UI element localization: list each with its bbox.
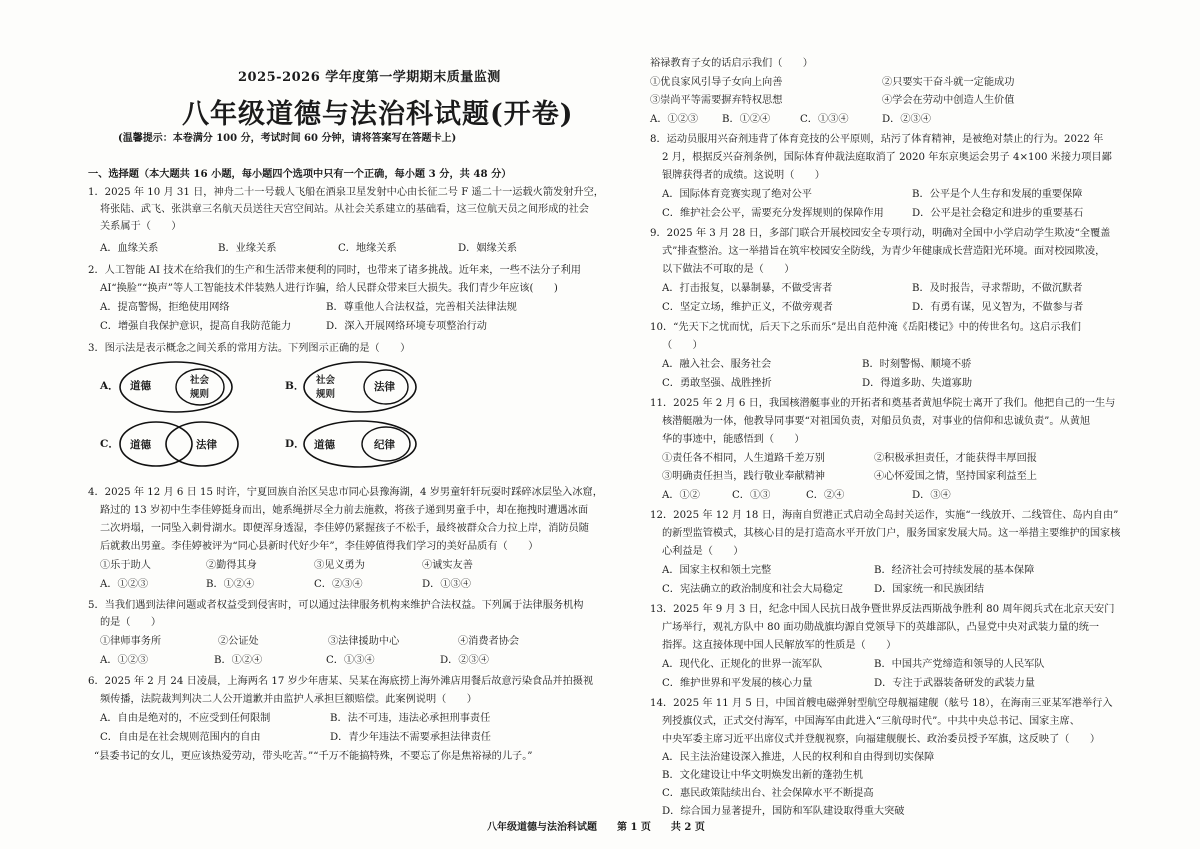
q5-option-a: A．①②③ <box>100 655 149 666</box>
q5-line: 5．当我们遇到法律问题或者权益受到侵害时，可以通过法律服务机构来维护合法权益。下列属于法律服务机构 <box>88 600 584 611</box>
q3-diagram-a <box>116 358 256 416</box>
q4-line: 4．2025 年 12 月 6 日 15 时许，宁夏回族自治区吴忠市同心县豫海湖，4 岁男童轩轩玩耍时踩碎冰层坠入冰窟， <box>88 487 603 498</box>
page-footer: 八年级道德与法治科试题 第 1 页 共 2 页 <box>487 822 705 833</box>
q11-option-a: A．①② <box>662 490 700 501</box>
q4-option-a: A．①②③ <box>100 579 149 590</box>
q9-option-c: C．坚定立场，维护正义，不做旁观者 <box>662 302 833 313</box>
q8-option-a: A．国际体育竞赛实现了绝对公平 <box>662 189 812 200</box>
q4-line: 路过的 13 岁初中生李佳婷挺身而出，她系绳拼尽全力前去施救，将孩子递到男童手中，却在拖拽时遭遇冰面 <box>100 505 589 516</box>
q1-option-a: A．血缘关系 <box>100 243 159 254</box>
q3-option-d-letter: D． <box>285 438 305 450</box>
q3-a-inner-label: 社会 <box>190 375 210 386</box>
q2-line: AI“换脸”“换声”等人工智能技术伴装熟人进行诈骗，给人民群众带来巨大损失。我们青少年应该( ) <box>100 283 558 294</box>
q11-item: ③明确责任担当，践行敬业奉献精神 <box>662 471 825 482</box>
q1-option-b: B．业缘关系 <box>218 243 277 254</box>
q11-line: 11．2025 年 2 月 6 日，我国核潜艇事业的开拓者和奠基者黄旭华院士离开了我们。他把自己的一生与 <box>650 398 1116 409</box>
q4-line: 二次坍塌，一同坠入刺骨湖水。即便浑身透湿，李佳婷仍紧握孩子不松手，最终被群众合力拉上岸，消防员随 <box>100 523 589 534</box>
q5-item: ③法律援助中心 <box>328 636 400 647</box>
q5-option-d: D．②③④ <box>440 655 489 666</box>
q12-option-c: C．宪法确立的政治制度和社会大局稳定 <box>662 584 843 595</box>
q7-option-c: C．①③④ <box>800 114 849 125</box>
q12-line: 的新型监管模式，其核心目的是打造高水平开放门户，服务国家发展大局。这一举措主要维护的国家核 <box>662 528 1121 539</box>
q3-c-right-label: 法律 <box>196 439 217 451</box>
q2-option-c: C．增强自我保护意识，提高自我防范能力 <box>100 321 292 332</box>
q8-line: 银牌获得者的成绩。这说明（ ） <box>662 170 825 181</box>
q1-option-c: C．地缘关系 <box>338 243 397 254</box>
q13-option-d: D．专注于武器装备研发的武装力量 <box>874 678 1035 689</box>
q3-option-c-letter: C． <box>100 438 119 450</box>
q2-option-a: A．提高警惕，拒绝使用网络 <box>100 302 230 313</box>
q10-option-c: C．勇敢坚强、战胜挫折 <box>662 378 772 389</box>
q1-line: 1．2025 年 10 月 31 日，神舟二十一号载人飞船在酒泉卫星发射中心由长征二号 F 遥二十一运载火箭发射升空， <box>88 187 604 198</box>
q9-option-a: A．打击报复，以暴制暴，不做受害者 <box>662 283 833 294</box>
q3-line: 3．图示法是表示概念之间关系的常用方法。下列图示正确的是（ ） <box>88 343 411 354</box>
q3-diagram-b <box>300 358 440 416</box>
section-heading: 一、选择题（本大题共 16 小题，每小题四个选项中只有一个正确，每小题 3 分，共 48 分） <box>88 168 512 180</box>
q7-option-d: D．②③④ <box>882 114 931 125</box>
q1-line: 关系属于（ ） <box>100 221 182 232</box>
q3-option-a-letter: A． <box>100 380 119 392</box>
q3-b-outer-label: 社会 <box>316 375 336 386</box>
q7-option-a: A．①②③ <box>650 114 699 125</box>
q3-a-inner-label: 规则 <box>190 389 210 400</box>
q8-option-c: C．维护社会公平，需要充分发挥规则的保障作用 <box>662 208 884 219</box>
q9-line: 以下做法不可取的是（ ） <box>662 264 795 275</box>
q11-option-d: D．③④ <box>912 490 951 501</box>
q10-line: 10．“先天下之忧而忧，后天下之乐而乐”是出自范仲淹《岳阳楼记》中的传世名句。这启示我们 <box>650 322 1081 333</box>
q3-d-outer-label: 道德 <box>314 439 335 451</box>
q9-option-b: B．及时报告，寻求帮助，不做沉默者 <box>912 283 1083 294</box>
q14-option-b: B．文化建设让中华文明焕发出新的蓬勃生机 <box>662 770 864 781</box>
q11-option-c: C．②④ <box>806 490 845 501</box>
q7-line: 裕禄教育子女的话启示我们（ ） <box>650 58 813 69</box>
q4-item: ②勤得其身 <box>206 560 257 571</box>
q3-b-outer-label: 规则 <box>316 389 336 400</box>
q9-line: 式”排查整治。这一举措旨在筑牢校园安全防线，为青少年健康成长营造阳光环境。面对校园欺凌， <box>662 246 1106 257</box>
exam-subject-title: 八年级道德与法治科试题(开卷) <box>182 99 574 130</box>
q14-option-d: D．综合国力显著提升，国防和军队建设取得重大突破 <box>662 806 905 817</box>
q11-item: ④心怀爱国之情，坚持国家利益至上 <box>874 471 1037 482</box>
q8-line: 8．运动员服用兴奋剂违背了体育竞技的公平原则，玷污了体育精神，是被绝对禁止的行为。2022 年 <box>650 134 1104 145</box>
q12-line: 心利益是（ ） <box>662 546 744 557</box>
q10-option-a: A．融入社会、服务社会 <box>662 359 772 370</box>
q2-option-b: B．尊重他人合法权益，完善相关法律法规 <box>326 302 517 313</box>
q3-a-outer-label: 道德 <box>130 380 151 392</box>
q13-line: 13．2025 年 9 月 3 日，纪念中国人民抗日战争暨世界反法西斯战争胜利 80 周年阅兵式在北京天安门 <box>650 604 1115 615</box>
q3-b-inner-label: 法律 <box>374 381 395 393</box>
q7-item: ②只要实干奋斗就一定能成功 <box>882 77 1015 88</box>
q8-option-b: B．公平是个人生存和发展的重要保障 <box>912 189 1083 200</box>
q12-line: 12．2025 年 12 月 18 日，海南自贸港正式启动全岛封关运作，实施“一线放开、二线管住、岛内自由” <box>650 510 1119 521</box>
q11-line: 华的事迹中，能感悟到（ ） <box>662 434 805 445</box>
q1-line: 将张陆、武飞、张洪章三名航天员送往天宫空间站。从社会关系建立的基础看，这三位航天员之间形成的社会 <box>100 204 589 215</box>
q14-option-c: C．惠民政策陆续出台、社会保障水平不断提高 <box>662 788 874 799</box>
q6-line: 频传播，法院裁判判决二人公开道歉并由监护人承担巨额赔偿。此案例说明（ ） <box>100 694 477 705</box>
q6-option-d: D．青少年违法不需要承担法律责任 <box>330 732 491 743</box>
q10-option-b: B．时刻警惕、顺境不骄 <box>862 359 972 370</box>
q12-option-a: A．国家主权和领土完整 <box>662 565 772 576</box>
q13-line: 广场举行，观礼方队中 80 面功勋战旗均源自党领导下的英雄部队，凸显党中央对武装力量的统一 <box>662 622 1100 633</box>
q11-item: ①责任各不相同，人生道路千差万别 <box>662 453 825 464</box>
q8-option-d: D．公平是社会稳定和进步的重要基石 <box>912 208 1084 219</box>
q7-option-b: B．①②④ <box>722 114 771 125</box>
q1-option-d: D．姻缘关系 <box>458 243 518 254</box>
q4-option-c: C．②③④ <box>314 579 363 590</box>
q5-item: ①律师事务所 <box>100 636 162 647</box>
q6-option-c: C．自由是在社会规则范围内的自由 <box>100 732 261 743</box>
q4-option-d: D．①③④ <box>422 579 471 590</box>
q14-line: 14．2025 年 11 月 5 日，中国首艘电磁弹射型航空母舰福建舰（舷号 18），在海南三亚某军港举行入 <box>650 698 1113 709</box>
q10-option-d: D．得道多助、失道寡助 <box>862 378 973 389</box>
q5-line: 的是（ ） <box>100 617 162 628</box>
q4-item: ③见义勇为 <box>314 560 365 571</box>
q3-diagram-c <box>116 418 256 470</box>
q2-option-d: D．深入开展网络环境专项整治行动 <box>326 321 487 332</box>
q3-option-b-letter: B． <box>285 380 305 392</box>
q5-option-c: C．①③④ <box>326 655 375 666</box>
q3-diagram-d <box>300 418 440 470</box>
exam-note: (温馨提示：本卷满分 100 分，考试时间 60 分钟，请将答案写在答题卡上) <box>118 133 457 144</box>
q4-option-b: B．①②④ <box>206 579 255 590</box>
q3-c-left-label: 道德 <box>130 439 151 451</box>
q5-item: ②公证处 <box>218 636 259 647</box>
q3-d-inner-label: 纪律 <box>374 439 395 451</box>
q11-option-b: C．①③ <box>732 490 771 501</box>
q7-item: ③崇尚平等需要摒弃特权思想 <box>650 95 783 106</box>
q8-line: 2 月，根据反兴奋剂条例，国际体育仲裁法庭取消了 2020 年东京奥运会男子 4×100 米接力项目鄙 <box>662 152 1112 163</box>
exam-term-title: 2025-2026 学年度第一学期期末质量监测 <box>238 70 501 85</box>
q12-option-d: D．国家统一和民族团结 <box>874 584 985 595</box>
q5-option-b: B．①②④ <box>214 655 263 666</box>
q6-option-b: B．法不可违，违法必承担刑事责任 <box>330 713 491 724</box>
q9-option-d: D．有勇有谋，见义智为，不做参与者 <box>912 302 1084 313</box>
q6-line: 6．2025 年 2 月 24 日凌晨，上海两名 17 岁少年唐某、吴某在海底捞上海外滩店用餐后故意污染食品并拍摄视 <box>88 676 594 687</box>
q14-line: 列授旗仪式，正式交付海军，中国海军由此进入“三航母时代”。中共中央总书记、国家主席、 <box>662 716 1080 727</box>
q7-item: ④学会在劳动中创造人生价值 <box>882 95 1015 106</box>
q5-item: ④消费者协会 <box>458 636 520 647</box>
q4-line: 后就救出男童。李佳婷被评为“同心县新时代好少年”，李佳婷值得我们学习的美好品质有（ ） <box>100 541 539 552</box>
q2-line: 2．人工智能 AI 技术在给我们的生产和生活带来便利的同时，也带来了诸多挑战。近年来，一些不法分子利用 <box>88 265 581 276</box>
q13-option-c: C．维护世界和平发展的核心力量 <box>662 678 813 689</box>
q7-item: ①优良家风引导子女向上向善 <box>650 77 783 88</box>
q10-line: （ ） <box>662 340 703 351</box>
q14-option-a: A．民主法治建设深入推进，人民的权利和自由得到切实保障 <box>662 752 935 763</box>
q4-item: ①乐于助人 <box>100 560 151 571</box>
q13-option-a: A．现代化、正规化的世界一流军队 <box>662 659 823 670</box>
q13-line: 指挥。这直接体现中国人民解放军的性质是（ ） <box>662 640 897 651</box>
q14-line: 中央军委主席习近平出席仪式并登舰视察，向福建舰舰长、政治委员授予军旗，这反映了（ ） <box>662 734 1101 745</box>
q6-option-a: A．自由是绝对的，不应受到任何限制 <box>100 713 271 724</box>
q13-option-b: B．中国共产党缔造和领导的人民军队 <box>874 659 1045 670</box>
q4-item: ④诚实友善 <box>422 560 473 571</box>
q9-line: 9．2025 年 3 月 28 日，多部门联合开展校园安全专项行动，明确对全国中小学启动学生欺凌“全覆盖 <box>650 228 1111 239</box>
q12-option-b: B．经济社会可持续发展的基本保障 <box>874 565 1035 576</box>
q11-item: ②积极承担责任，才能获得丰厚回报 <box>874 453 1037 464</box>
q7-line: “县委书记的女儿，更应该热爱劳动，带头吃苦。”“千万不能搞特殊，不要忘了你是焦裕禄的儿子。” <box>94 751 533 762</box>
q11-line: 核潜艇融为一体，他教导同事要“对祖国负责，对船员负责，对事业的信仰和忠诚负责”。从黄旭 <box>662 416 1091 427</box>
